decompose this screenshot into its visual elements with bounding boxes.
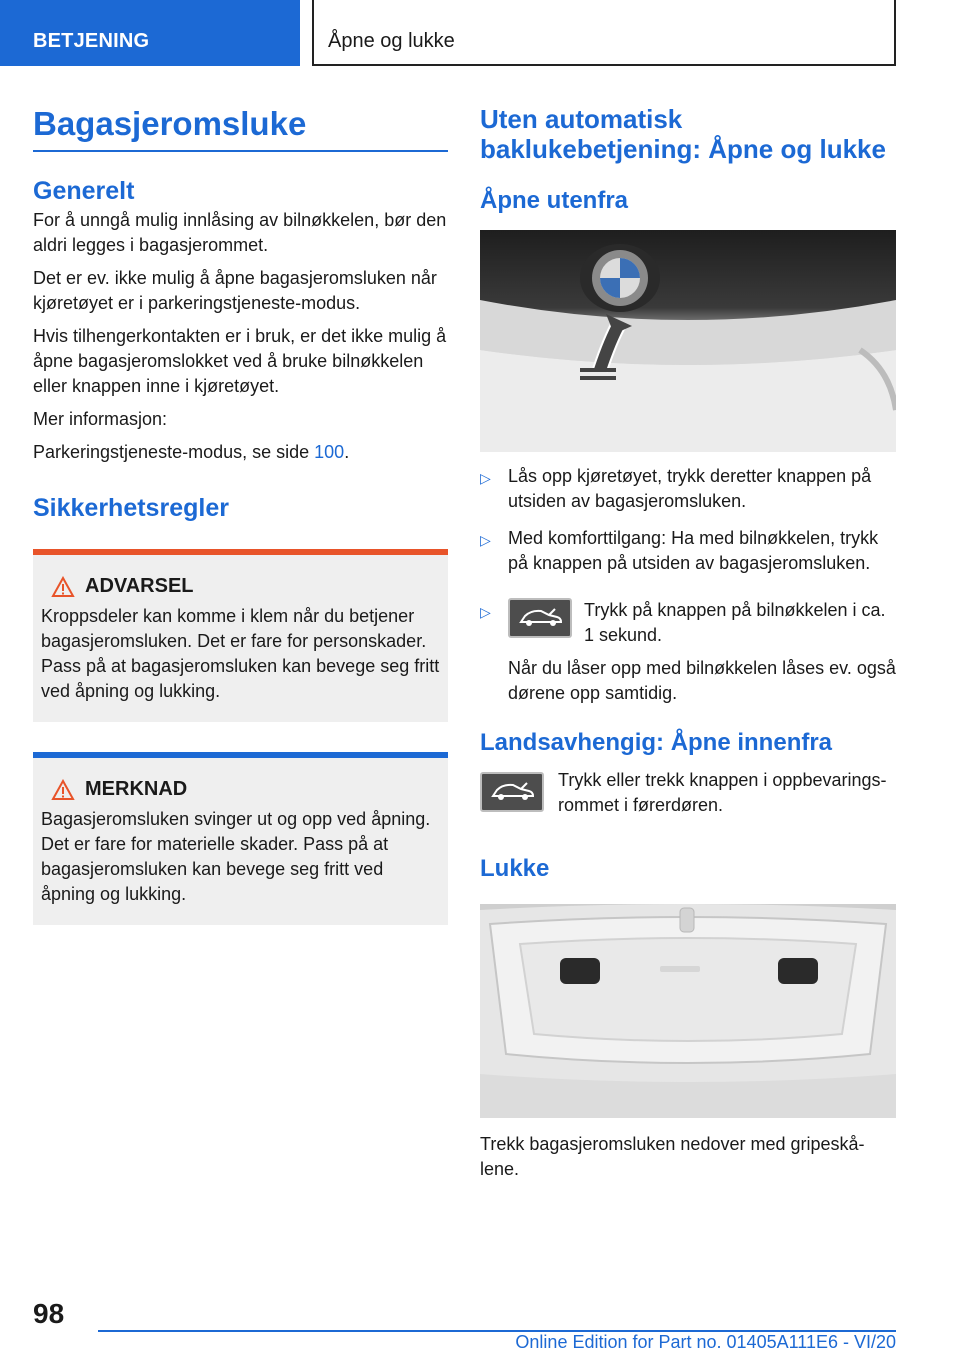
- list-item: [480, 526, 896, 576]
- list-item: [480, 598, 896, 706]
- trunk-interior-photo: [480, 904, 896, 1118]
- list-item-note: Når du låser opp med bilnøkkelen låses ev. også dørene opp samtidig.: [508, 658, 896, 703]
- left-column: [33, 100, 448, 925]
- trunk-door-button-icon: [480, 772, 544, 812]
- reference-text: Parkeringstjeneste-modus, se side: [33, 442, 315, 462]
- open-inside-row: [480, 768, 896, 818]
- paragraph: Det er ev. ikke mulig å åpne bagasjeromsluken når kjøretøyet er i parkeringstjeneste-modus.: [33, 268, 437, 313]
- list-item: [480, 464, 896, 514]
- warning-triangle-icon: [41, 576, 85, 598]
- list-item-text: Med komforttilgang: Ha med bilnøkkelen, trykk på knappen på utsiden av bagasjeromsluken.: [508, 528, 879, 573]
- edition-text: Online Edition for Part no. 01405A111E6 - VI/20: [515, 1332, 896, 1352]
- section-tab: [0, 0, 300, 66]
- warning-label: ADVARSEL: [85, 575, 194, 597]
- general-heading: Generelt: [33, 177, 135, 205]
- open-inside-heading: Landsavhengig: Åpne innenfra: [480, 729, 833, 756]
- warning-text: Kroppsdeler kan komme i klem når du betjener bagasjeromsluken. Det er fare for personskader. Pass på at bagasjeromsluken kan bevege seg fritt ved åpning og lukking.: [41, 606, 440, 701]
- note-box: [33, 752, 448, 925]
- paragraph: Mer informasjon:: [33, 409, 168, 429]
- close-text: Trekk bagasjeromsluken nedover med gripeskålene.: [480, 1134, 865, 1179]
- triangle-bullet-icon: ▷: [480, 532, 491, 548]
- chapter-label: Åpne og lukke: [328, 30, 455, 52]
- section-label: BETJENING: [33, 30, 150, 52]
- section-title: Uten automatisk baklukebetjening: Åpne og lukke: [480, 104, 886, 164]
- trunk-button-photo: [480, 230, 896, 452]
- paragraph: Hvis tilhengerkontakten er i bruk, er det ikke mulig å åpne bagasjeromslokket ved å bruke bilnøkkelen eller knappen inne i kjøretøyet.: [33, 326, 447, 396]
- note-title: [41, 778, 440, 801]
- list-item-text: Lås opp kjøretøyet, trykk deretter knappen på utsiden av bagasjeromsluken.: [508, 466, 872, 511]
- open-inside-text: Trykk eller trekk knappen i oppbevaringsrommet i førerdøren.: [558, 770, 887, 815]
- list-item-text: Trykk på knappen på bilnøkkelen i ca. 1 sekund.: [584, 600, 886, 645]
- page-link[interactable]: 100: [314, 442, 345, 462]
- warning-box: [33, 549, 448, 722]
- open-outside-heading: Åpne utenfra: [480, 187, 629, 214]
- caution-triangle-icon: [41, 779, 85, 801]
- triangle-bullet-icon: ▷: [480, 604, 491, 620]
- note-label: MERKNAD: [85, 778, 188, 800]
- right-column: [480, 100, 896, 1182]
- note-text: Bagasjeromsluken svinger ut og opp ved åpning. Det er fare for materielle skader. Pass på at bagasjeromsluken kan bevege seg fritt ved åpning og lukking.: [41, 809, 431, 904]
- triangle-bullet-icon: ▷: [480, 470, 491, 486]
- trunk-key-button-icon: [508, 598, 572, 638]
- safety-heading: Sikkerhetsregler: [33, 494, 229, 522]
- warning-title: [41, 575, 440, 598]
- reference-line: [33, 440, 448, 465]
- page-number: 98: [33, 1298, 65, 1329]
- reference-end: .: [344, 442, 350, 462]
- chapter-header: [312, 0, 896, 66]
- close-heading: Lukke: [480, 855, 550, 882]
- paragraph: For å unngå mulig innlåsing av bilnøkkelen, bør den aldri legges i bagasjerommet.: [33, 210, 447, 255]
- page-title: Bagasjeromsluke: [33, 102, 448, 152]
